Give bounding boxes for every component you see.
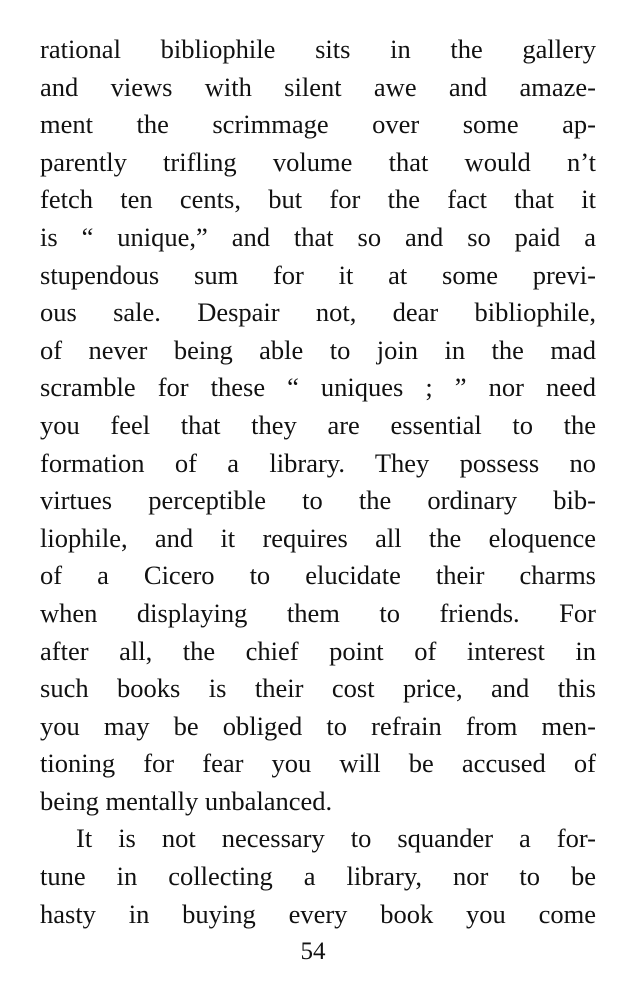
text-line: and views with silent awe and amaze- <box>40 71 596 102</box>
text-line: fetch ten cents, but for the fact that it <box>40 184 596 215</box>
paragraph-end-line: being mentally unbalanced. <box>40 785 333 816</box>
body-text <box>40 31 596 933</box>
text-line: after all, the chief point of interest in <box>40 635 596 666</box>
text-line: ous sale. Despair not, dear bibliophile, <box>40 297 596 328</box>
text-line: stupendous sum for it at some previ- <box>40 259 596 290</box>
text-line: of a Cicero to elucidate their charms <box>40 560 596 591</box>
text-line: such books is their cost price, and this <box>40 673 596 704</box>
page-number: 54 <box>300 938 326 965</box>
text-line: formation of a library. They possess no <box>40 447 596 478</box>
text-line: virtues perceptible to the ordinary bib- <box>40 485 596 516</box>
text-line: liophile, and it requires all the eloquence <box>40 522 596 553</box>
text-line: of never being able to join in the mad <box>40 334 596 365</box>
paragraph-start-line: It is not necessary to squander a for- <box>76 823 596 854</box>
text-line: ment the scrimmage over some ap- <box>40 109 596 140</box>
text-line: hasty in buying every book you come <box>40 898 596 929</box>
text-line: you feel that they are essential to the <box>40 409 596 440</box>
text-line: is “ unique,” and that so and so paid a <box>40 221 596 252</box>
text-line: when displaying them to friends. For <box>40 597 596 628</box>
text-line: parently trifling volume that would n’t <box>40 146 596 177</box>
text-line: you may be obliged to refrain from men- <box>40 710 596 741</box>
text-line: tune in collecting a library, nor to be <box>40 861 596 892</box>
text-line: tioning for fear you will be accused of <box>40 748 596 779</box>
text-line: rational bibliophile sits in the gallery <box>40 34 596 64</box>
text-line: scramble for these “ uniques ; ” nor need <box>40 372 596 403</box>
